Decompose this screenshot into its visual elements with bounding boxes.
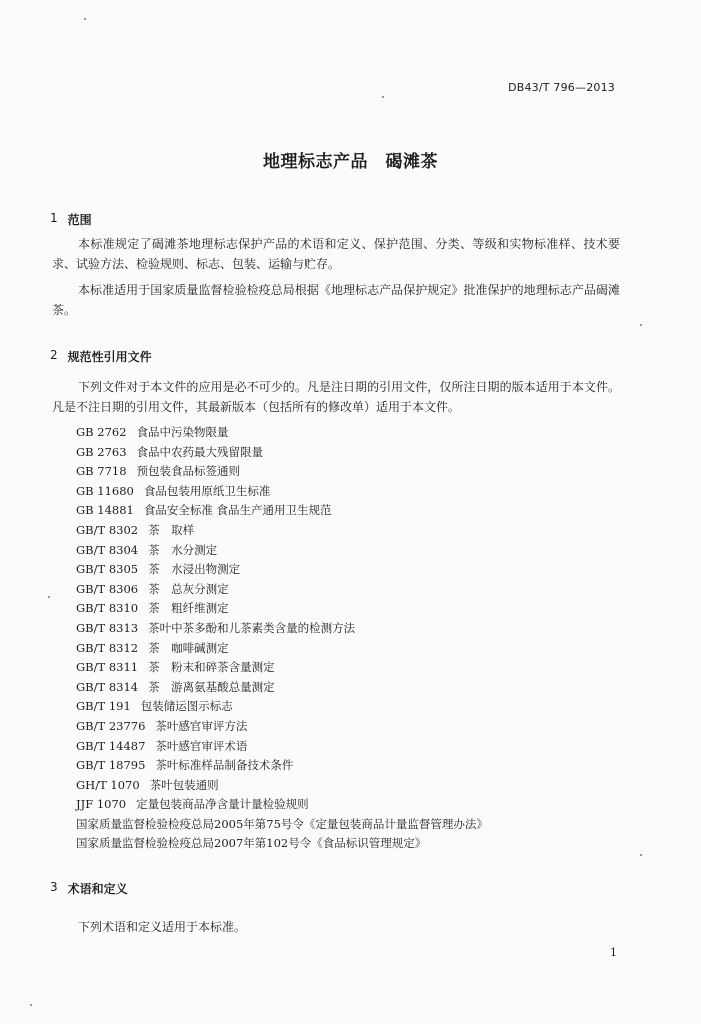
reference-item [76,423,488,443]
reference-code: GB/T 18795 [76,758,146,773]
reference-title: 茶叶包装通则 [149,777,219,792]
page-number: 1 [610,946,617,959]
scan-speck [640,854,642,856]
reference-title: 茶 粗纤维测定 [148,601,229,616]
section-title: 规范性引用文件 [67,350,152,364]
reference-code: JJF 1070 [76,797,127,812]
reference-item [76,599,488,619]
standard-code: DB43/T 796—2013 [508,81,615,94]
reference-code: GB/T 8313 [76,620,139,635]
reference-title: 国家质量监督检验检疫总局2007年第102号令《食品标识管理规定》 [76,836,427,851]
reference-title: 食品中污染物限量 [136,425,229,439]
reference-code: GB 11680 [76,483,134,498]
reference-item [76,443,488,463]
reference-item [76,541,488,561]
reference-item [76,795,488,815]
scan-speck [640,324,642,326]
section-number: 2 [50,348,58,362]
reference-code: GH/T 1070 [76,777,140,792]
reference-item [76,619,488,639]
section-3-paragraph-1: 下列术语和定义适用于本标准。 [78,920,247,934]
reference-code: GB/T 191 [76,699,131,714]
reference-code: GB/T 8306 [76,581,139,596]
reference-code: GB 14881 [76,503,134,518]
reference-item [76,482,488,502]
section-1-heading [50,211,92,228]
reference-title: 预包装食品标签通则 [136,464,241,479]
reference-title: 茶叶感官审评术语 [155,738,248,753]
reference-item [76,580,488,600]
reference-title: 茶 总灰分测定 [148,581,229,596]
reference-title: 茶 取样 [148,522,195,537]
scan-speck [382,96,384,98]
section-1-paragraph-1: 本标准规定了碣滩茶地理标志保护产品的术语和定义、保护范围、分类、等级和实物标准样、技术要求、试验方法、检验规则、标志、包装、运输与贮存。 [52,237,620,271]
reference-item [76,678,488,698]
reference-code: GB/T 14487 [76,738,146,753]
reference-title: 茶 水分测定 [148,542,218,557]
reference-title: 茶叶中茶多酚和儿茶素类含量的检测方法 [148,620,356,635]
reference-item [76,697,488,717]
reference-title: 茶 水浸出物测定 [148,562,241,577]
reference-code: GB 2762 [76,425,127,439]
reference-code: GB/T 8314 [76,679,139,694]
reference-item [76,560,488,580]
section-2-paragraph-1: 下列文件对于本文件的应用是必不可少的。凡是注日期的引用文件，仅所注日期的版本适用于本文件。凡是不注日期的引用文件，其最新版本（包括所有的修改单）适用于本文件。 [52,380,620,414]
reference-title: 食品包装用原纸卫生标准 [143,483,271,498]
reference-code: GB 7718 [76,464,127,479]
scan-speck [48,596,50,598]
reference-title: 茶 咖啡碱测定 [148,640,229,655]
reference-code: GB 2763 [76,444,127,459]
reference-title: 茶 游离氨基酸总量测定 [148,679,275,694]
reference-item [76,756,488,776]
reference-title: 食品中农药最大残留限量 [136,444,264,459]
reference-title: 茶叶标准样品制备技术条件 [155,758,294,773]
reference-item [76,717,488,737]
section-number: 3 [50,880,58,894]
reference-item [76,737,488,757]
reference-item [76,834,488,854]
section-1-paragraph-2: 本标准适用于国家质量监督检验检疫总局根据《地理标志产品保护规定》批准保护的地理标志产品碣滩茶。 [52,283,620,317]
reference-item [76,776,488,796]
scan-speck [84,18,86,20]
section-3-heading [50,880,128,897]
reference-item [76,462,488,482]
reference-code: GB/T 8311 [76,660,139,675]
document-title: 地理标志产品 碣滩茶 [263,152,438,172]
scan-speck [30,1004,32,1006]
reference-item [76,639,488,659]
section-title: 范围 [67,213,92,227]
reference-item [76,501,488,521]
reference-title: 定量包装商品净含量计量检验规则 [136,797,309,812]
reference-title: 食品安全标准 食品生产通用卫生规范 [143,503,332,518]
reference-code: GB/T 8310 [76,601,139,616]
section-title: 术语和定义 [67,882,128,896]
reference-item [76,815,488,835]
section-2-heading [50,348,152,365]
reference-code: GB/T 8305 [76,562,139,577]
reference-item [76,521,488,541]
reference-code: GB/T 23776 [76,718,146,733]
reference-code: GB/T 8312 [76,640,139,655]
reference-code: GB/T 8304 [76,542,139,557]
reference-code: GB/T 8302 [76,522,139,537]
reference-title: 茶叶感官审评方法 [155,718,248,733]
reference-title: 茶 粉末和碎茶含量测定 [148,660,275,675]
reference-item [76,658,488,678]
reference-title: 国家质量监督检验检疫总局2005年第75号令《定量包装商品计量监督管理办法》 [76,816,488,831]
normative-references-list [76,423,488,854]
reference-title: 包装储运图示标志 [140,699,233,714]
section-number: 1 [50,211,58,225]
